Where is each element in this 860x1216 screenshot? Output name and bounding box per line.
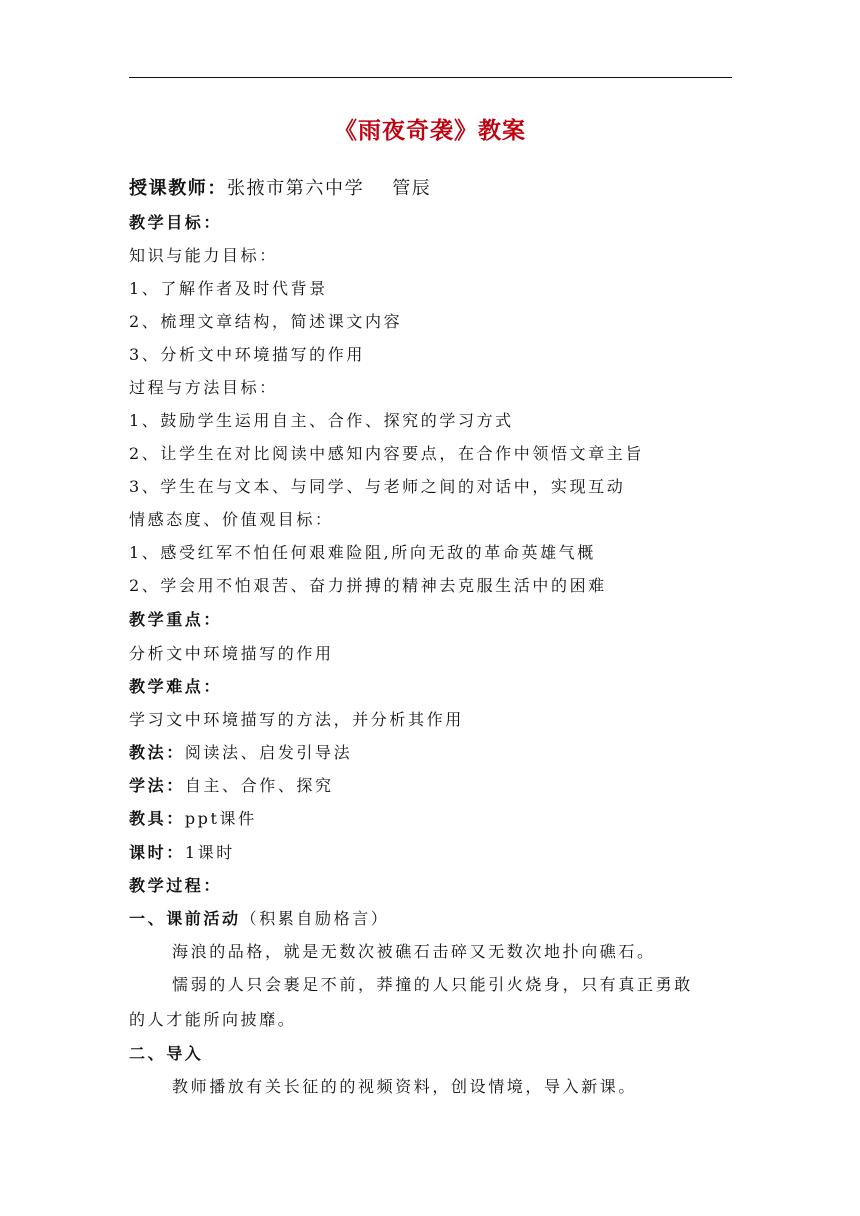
knowledge-item: 3、分析文中环境描写的作用: [129, 345, 365, 364]
section-1-line: [129, 911, 389, 927]
tools-value: ppt课件: [184, 809, 257, 828]
emotion-heading: 情感态度、价值观目标：: [129, 510, 334, 529]
teacher-label: 授课教师：: [129, 178, 227, 199]
header-rule: [129, 77, 732, 78]
quote-1: 海浪的品格，就是无数次被礁石击碎又无数次地扑向礁石。: [172, 942, 656, 961]
study-method-label: 学法：: [129, 776, 185, 795]
difficulty-heading: 教学难点：: [129, 677, 223, 696]
teaching-method-line: [129, 745, 352, 761]
knowledge-item: 2、梳理文章结构，简述课文内容: [129, 312, 403, 331]
teacher-school: 张掖市第六中学: [227, 178, 365, 199]
hours-value: 1课时: [184, 843, 235, 862]
quote-2-line-1: 懦弱的人只会裹足不前，莽撞的人只能引火烧身，只有真正勇敢: [172, 975, 693, 994]
section-1-label: 一、课前活动: [129, 909, 241, 928]
key-point-heading: 教学重点：: [129, 610, 223, 629]
study-method-value: 自主、合作、探究: [184, 776, 334, 795]
teaching-method-label: 教法：: [129, 743, 185, 762]
emotion-item: 1、感受红军不怕任何艰难险阻,所向无敌的革命英雄气概: [129, 543, 596, 562]
knowledge-item: 1、了解作者及时代背景: [129, 279, 328, 298]
hours-label: 课时：: [129, 843, 185, 862]
section-2-label: 二、导入: [129, 1044, 204, 1063]
process-objective-item: 3、学生在与文本、与同学、与老师之间的对话中，实现互动: [129, 477, 626, 496]
quote-2-line-2: 的人才能所向披靡。: [129, 1010, 297, 1029]
emotion-item: 2、学会用不怕艰苦、奋力拼搏的精神去克服生活中的困难: [129, 576, 607, 595]
section-1-note: （积累自励格言）: [240, 909, 390, 928]
document-title: 《雨夜奇袭》教案: [334, 117, 526, 144]
intro-text: 教师播放有关长征的的视频资料，创设情境，导入新课。: [172, 1077, 638, 1096]
key-point-text: 分析文中环境描写的作用: [129, 644, 334, 663]
teacher-line: [129, 180, 431, 198]
hours-line: [129, 845, 235, 861]
teaching-method-value: 阅读法、启发引导法: [184, 743, 353, 762]
process-heading: 教学过程：: [129, 876, 223, 895]
teacher-name: 管辰: [392, 178, 432, 199]
tools-label: 教具：: [129, 809, 185, 828]
knowledge-heading: 知识与能力目标：: [129, 246, 278, 265]
objectives-heading: 教学目标：: [129, 213, 223, 232]
difficulty-text: 学习文中环境描写的方法，并分析其作用: [129, 710, 464, 729]
tools-line: [129, 811, 257, 827]
study-method-line: [129, 778, 334, 794]
process-objectives-heading: 过程与方法目标：: [129, 378, 278, 397]
process-objective-item: 2、让学生在对比阅读中感知内容要点，在合作中领悟文章主旨: [129, 444, 644, 463]
process-objective-item: 1、鼓励学生运用自主、合作、探究的学习方式: [129, 411, 514, 430]
